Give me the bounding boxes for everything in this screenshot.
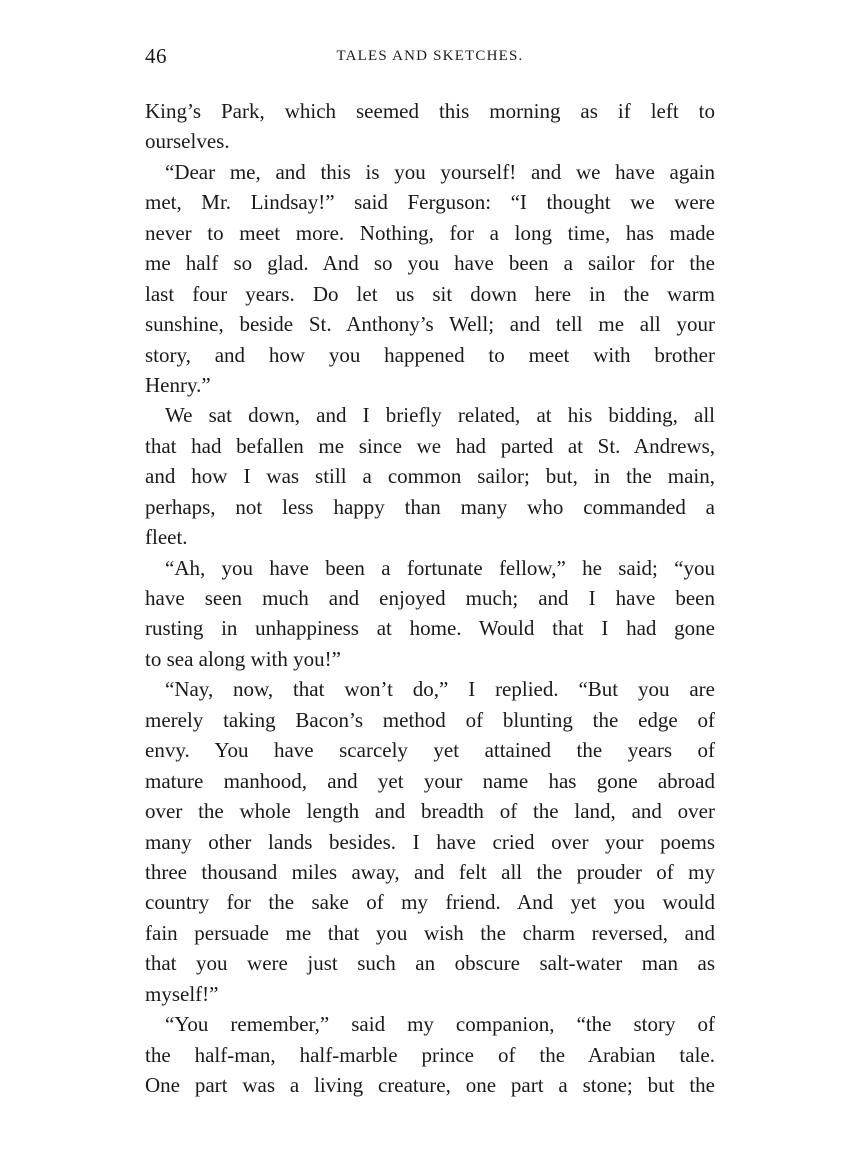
text-line: mature manhood, and yet your name has gone abroad (145, 768, 715, 793)
text-line: and how I was still a common sailor; but, in the main, (145, 464, 715, 489)
text-line: many other lands besides. I have cried over your poems (145, 829, 715, 854)
text-line: last four years. Do let us sit down here in the warm (145, 281, 715, 306)
text-line: merely taking Bacon’s method of blunting the edge of (145, 707, 715, 732)
text-line: the half-man, half-marble prince of the Arabian tale. (145, 1042, 715, 1067)
page-number: 46 (145, 44, 167, 68)
running-head: TALES AND SKETCHES. (336, 48, 524, 64)
body-text (145, 96, 715, 1100)
text-line: to sea along with you!” (145, 646, 341, 671)
text-line: never to meet more. Nothing, for a long time, has made (145, 220, 715, 245)
text-line: “You remember,” said my companion, “the story of (165, 1012, 715, 1037)
text-line: have seen much and enjoyed much; and I have been (145, 586, 715, 610)
text-line: rusting in unhappiness at home. Would that I had gone (145, 616, 715, 641)
text-line: sunshine, beside St. Anthony’s Well; and tell me all your (145, 312, 715, 337)
text-line: fleet. (145, 525, 188, 550)
text-line: “Dear me, and this is you yourself! and we have again (165, 159, 715, 184)
text-line: ourselves. (145, 129, 230, 154)
text-line: perhaps, not less happy than many who commanded a (145, 494, 715, 519)
text-line: over the whole length and breadth of the land, and over (145, 799, 715, 824)
text-line: fain persuade me that you wish the charm reversed, and (145, 920, 715, 945)
text-line: that you were just such an obscure salt-water man as (145, 951, 715, 976)
text-line: country for the sake of my friend. And yet you would (145, 890, 715, 915)
text-line: myself!” (145, 981, 219, 1006)
text-line: Henry.” (145, 372, 211, 397)
page-header (145, 44, 715, 76)
text-line: that had befallen me since we had parted at St. Andrews, (145, 433, 715, 458)
text-line: me half so glad. And so you have been a sailor for the (145, 251, 715, 276)
text-line: King’s Park, which seemed this morning as if left to (145, 99, 715, 123)
text-line: met, Mr. Lindsay!” said Ferguson: “I thought we were (145, 190, 715, 215)
text-line: “Nay, now, that won’t do,” I replied. “But you are (165, 677, 715, 702)
text-line: One part was a living creature, one part a stone; but the (145, 1073, 715, 1097)
text-line: three thousand miles away, and felt all the prouder of my (145, 859, 715, 884)
text-line: We sat down, and I briefly related, at his bidding, all (165, 403, 715, 428)
text-line: story, and how you happened to meet with brother (145, 342, 715, 367)
text-line: “Ah, you have been a fortunate fellow,” he said; “you (165, 555, 715, 580)
text-line: envy. You have scarcely yet attained the years of (145, 738, 715, 763)
